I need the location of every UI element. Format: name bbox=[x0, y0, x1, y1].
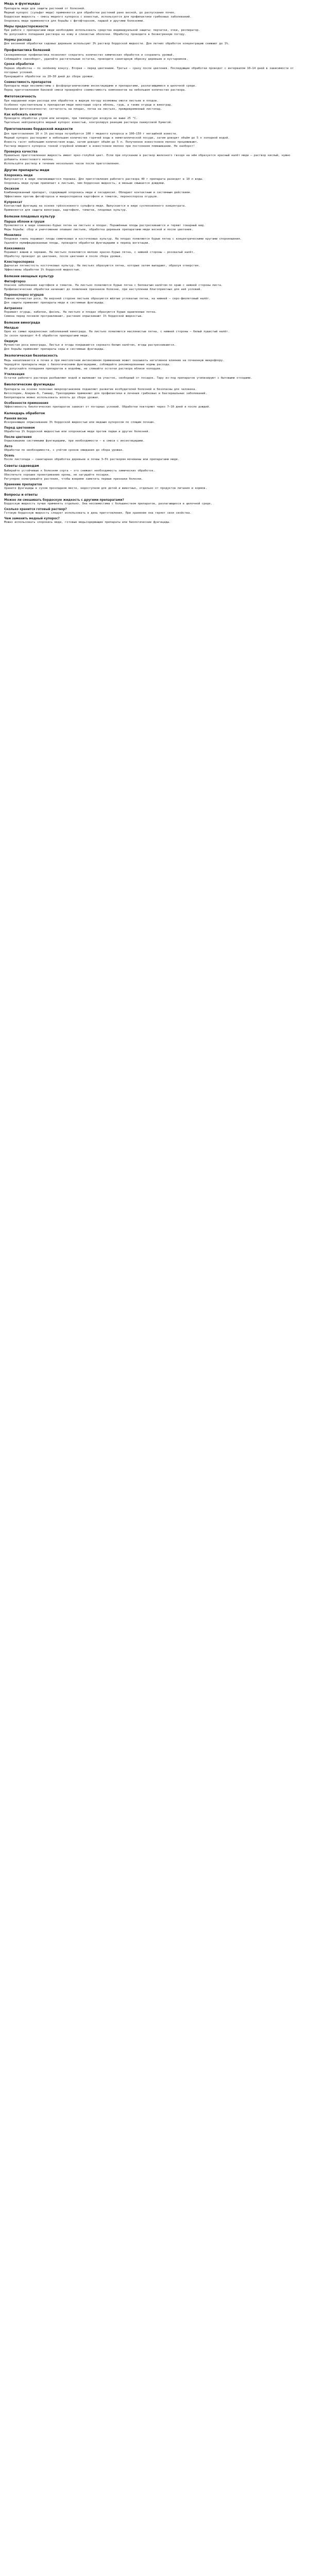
paragraph: Препараты меди несовместимы с фосфорорганическими инсектицидами и препаратами, разлагающимися в щелочной среде. bbox=[4, 84, 197, 88]
section bbox=[4, 464, 305, 491]
content-block bbox=[4, 38, 305, 46]
paragraph: При работе с препаратами меди необходимо использовать средства индивидуальной защиты: перчатки, очки, респиратор. bbox=[4, 28, 200, 32]
paragraph: Препараты меди для защиты растений от болезней. bbox=[4, 7, 86, 10]
block-title: Перед цветением bbox=[4, 426, 35, 430]
paragraph: Профилактические обработки начинают до появления признаков болезни, при наступлении благоприятных для неё условий. bbox=[4, 288, 202, 292]
block-title: Клястероспориоз bbox=[4, 261, 35, 264]
paragraph: Известь гасят небольшим количеством воды, затем доводят объём до 5 л. Полученное известковое молоко процеживают. bbox=[4, 140, 199, 144]
content-block bbox=[4, 99, 305, 112]
section bbox=[4, 127, 305, 166]
section bbox=[4, 48, 305, 93]
paragraph: Для борьбы применяют препараты серы и системные фунгициды. bbox=[4, 348, 105, 351]
section-title: Экологическая безопасность bbox=[4, 354, 58, 358]
content-block bbox=[4, 435, 305, 444]
content-block bbox=[4, 220, 305, 232]
block-title: Меры предосторожности bbox=[4, 25, 48, 28]
content-block bbox=[4, 359, 305, 371]
section-title: Советы садоводам bbox=[4, 464, 39, 468]
paragraph: Медный купорос растворяют в небольшом количестве горячей воды в неметаллической посуде, затем доводят объём до 5 л холодной водой. bbox=[4, 137, 230, 140]
paragraph: За сезон проводят 4–6 обработок препаратами меди. bbox=[4, 334, 90, 338]
block-title: Можно ли смешивать бордоскую жидкость с другими препаратами? bbox=[4, 498, 124, 502]
block-title: Монилиоз bbox=[4, 233, 22, 237]
section-title: Болезни овощных культур bbox=[4, 275, 54, 279]
section-title: Болезни винограда bbox=[4, 321, 40, 325]
block-title: Милдью bbox=[4, 327, 19, 330]
block-title: Оидиум bbox=[4, 340, 18, 344]
block-title: Проверка качества bbox=[4, 150, 38, 154]
content-block bbox=[4, 260, 305, 273]
block-title: Особенности применения bbox=[4, 401, 48, 405]
paragraph: Регулярно осматривайте растения, чтобы вовремя заметить первые признаки болезни. bbox=[4, 477, 143, 481]
section-title: Болезни плодовых культур bbox=[4, 214, 55, 218]
block-title: Лето bbox=[4, 445, 13, 448]
block-title: Утилизация bbox=[4, 372, 25, 376]
paragraph: Выпускается в виде смачивающегося порошка. Для приготовления рабочего раствора 40 г препарата разводят в 10 л воды. bbox=[4, 177, 204, 181]
paragraph: Обработки по необходимости, с учётом сроков ожидания до сбора урожая. bbox=[4, 449, 124, 452]
section bbox=[4, 275, 305, 319]
paragraph: Бордоская жидкость — смесь медного купороса с известью, используется для профилактики грибковых заболеваний. bbox=[4, 15, 192, 19]
paragraph: Искореняющее опрыскивание 3% бордоской жидкостью или медным купоросом по спящим почкам. bbox=[4, 420, 155, 424]
paragraph: Мучнистая роса винограда. Листья и ягоды покрываются серовато-белым налётом, ягоды растрескиваются. bbox=[4, 344, 176, 347]
paragraph: Одно из самых вредоносных заболеваний винограда. На листьях появляются маслянистые пятна, с нижней стороны — белый пушистый налёт. bbox=[4, 330, 230, 334]
section-title: Вопросы и ответы bbox=[4, 493, 38, 497]
paragraph: Эффективен против фитофтороза и макроспориоза картофеля и томатов, пероноспороза огурцов. bbox=[4, 195, 159, 198]
content-block bbox=[4, 187, 305, 199]
paragraph: Проявляется в виде оливково-бурых пятен на листьях и плодах. Поражённые плоды растрескиваются и теряют товарный вид. bbox=[4, 224, 205, 227]
content-block bbox=[4, 388, 305, 400]
block-title: После цветения bbox=[4, 435, 32, 439]
paragraph: Эффективны обработки 1% бордоской жидкостью. bbox=[4, 268, 81, 272]
content-block bbox=[4, 132, 305, 149]
block-title: Пероноспороз огурцов bbox=[4, 294, 44, 297]
content-block bbox=[4, 469, 305, 482]
paragraph: Раствор медного купороса тонкой струйкой вливают в известковое молоко при постоянном помешивании. Не наоборот! bbox=[4, 144, 195, 148]
section-title: Фитотоксичность bbox=[4, 94, 37, 98]
paragraph: Выбирайте устойчивые к болезням сорта — это снижает необходимость химических обработок. bbox=[4, 469, 155, 473]
content-block bbox=[4, 498, 305, 506]
paragraph: Дырчатая пятнистость косточковых культур. На листьях образуются пятна, которые затем выпадают, образуя отверстия. bbox=[4, 264, 200, 268]
paragraph: Особенно чувствительны к препаратам меди некоторые сорта яблонь, груш, а также огурцы и виноград. bbox=[4, 104, 173, 107]
paragraph: Не допускайте попадания раствора на кожу и слизистые оболочки. Обработку проводите в безветренную погоду. bbox=[4, 32, 186, 36]
content-block bbox=[4, 517, 305, 525]
content-block bbox=[4, 247, 305, 259]
paragraph: Опасное заболевание картофеля и томатов. На листьях появляются бурые пятна с беловатым налётом по краю с нижней стороны листа. bbox=[4, 284, 223, 287]
block-title: Чем заменить медный купорос? bbox=[4, 517, 60, 521]
section bbox=[4, 168, 305, 213]
section-title: Медь и фунгициды bbox=[4, 2, 40, 6]
content-block bbox=[4, 174, 305, 186]
block-title: Коккомикоз bbox=[4, 247, 25, 250]
section bbox=[4, 2, 305, 46]
paragraph: Для защиты применяют препараты меди и системные фунгициды. bbox=[4, 301, 105, 305]
paragraph: Удаляйте мумифицированные плоды, проводите обработки фунгицидами в период вегетации. bbox=[4, 242, 150, 245]
section-title: Календарь обработок bbox=[4, 411, 45, 415]
paragraph: Не допускайте попадания препаратов в водоёмы, не сливайте остатки раствора вблизи колодцев. bbox=[4, 367, 162, 370]
paragraph: Семена перед посевом протравливают, растения опрыскивают 1% бордоской жидкостью. bbox=[4, 315, 143, 318]
block-title: Нормы расхода bbox=[4, 38, 31, 42]
section bbox=[4, 493, 305, 525]
paragraph: Правильно приготовленная жидкость имеет ярко-голубой цвет. Если при опускании в раствор железного гвоздя на нём образуется красный налёт меди — раствор кислый, нужно добавить известкового молока. bbox=[4, 154, 290, 161]
content-block bbox=[4, 7, 305, 24]
block-title: Купроксат bbox=[4, 200, 23, 204]
section bbox=[4, 321, 305, 352]
content-block bbox=[4, 233, 305, 246]
paragraph: Ложная мучнистая роса. На верхней стороне листьев образуются жёлтые угловатые пятна, на нижней — серо-фиолетовый налёт. bbox=[4, 297, 211, 301]
paragraph: Фитоспорин, Алирин-Б, Гамаир, Триходермин применяют для профилактики и лечения грибковых и бактериальных заболеваний. bbox=[4, 392, 208, 395]
paragraph: Эффективность биологических препаратов зависит от погодных условий. Обработки повторяют через 7–10 дней и после дождей. bbox=[4, 405, 211, 409]
paragraph: Обработку проводят до цветения, после цветения и после сбора урожая. bbox=[4, 255, 123, 259]
content-block bbox=[4, 293, 305, 306]
content-block bbox=[4, 445, 305, 453]
paragraph: Первая обработка — по зелёному конусу. Вторая — перед цветением. Третья — сразу после цветения. Последующие обработки проводят с интервалом 10–14 дней в зависимости от погодных условий. bbox=[4, 66, 294, 74]
paragraph: Бордоскую жидкость лучше применять отдельно. Она несовместима с большинством препаратов, разлагающихся в щелочной среде. bbox=[4, 502, 213, 506]
content-block bbox=[4, 200, 305, 213]
block-title: Осень bbox=[4, 454, 14, 458]
paragraph: Тщательно нейтрализуйте медный купорос известью, контролируя реакцию раствора лакмусовой бумагой. bbox=[4, 121, 173, 125]
paragraph: Прекращайте обработки за 20–30 дней до сбора урожая. bbox=[4, 75, 95, 78]
paragraph: Поражает вишню и черешню. На листьях появляются мелкие красно-бурые пятна, с нижней стороны — розоватый налёт. bbox=[4, 251, 195, 255]
paragraph: Чередуйте препараты меди с биологическими фунгицидами, соблюдайте рекомендованные нормы расхода. bbox=[4, 363, 171, 366]
paragraph: Проводите обработки утром или вечером, при температуре воздуха не выше 25 °C. bbox=[4, 117, 138, 121]
section bbox=[4, 95, 305, 126]
paragraph: Признаки фитотоксичности: сетчатость на плодах, пятна на листьях, преждевременный листопад. bbox=[4, 108, 162, 111]
paragraph: Остатки рабочего раствора разбавляют водой и выливают на участок, свободный от посадок. Тару из-под препаратов утилизируют с бытовыми отходами. bbox=[4, 377, 252, 380]
paragraph: Меры борьбы: сбор и уничтожение опавших листьев, обработка деревьев препаратами меди весной и после цветения. bbox=[4, 228, 194, 231]
content-block bbox=[4, 280, 305, 292]
content-block bbox=[4, 454, 305, 462]
section bbox=[4, 354, 305, 381]
paragraph: Храните фунгициды в сухом прохладном месте, недоступном для детей и животных, отдельно от продуктов питания и кормов. bbox=[4, 487, 208, 490]
section-title: Приготовление бордоской жидкости bbox=[4, 127, 73, 131]
paragraph: После листопада — санитарная обработка деревьев и почвы 3–5% раствором мочевины или препаратами меди. bbox=[4, 458, 180, 462]
paragraph: Обеспечьте хорошее проветривание кроны, не загущайте посадки. bbox=[4, 473, 110, 477]
content-block bbox=[4, 417, 305, 425]
section bbox=[4, 215, 305, 273]
content-block bbox=[4, 372, 305, 381]
block-title: Совместимость препаратов bbox=[4, 80, 52, 84]
content-block bbox=[4, 62, 305, 79]
paragraph: Плодовая гниль поражает плоды семечковых и косточковых культур. На плодах появляются бурые пятна с концентрическими кругами спороношения. bbox=[4, 238, 242, 241]
paragraph: Опрыскивание системными фунгицидами, при необходимости — в смеси с инсектицидами. bbox=[4, 439, 145, 443]
block-title: Сроки обработки bbox=[4, 63, 34, 66]
section-title: Другие препараты меди bbox=[4, 168, 49, 172]
content-block bbox=[4, 150, 305, 166]
content-block bbox=[4, 340, 305, 352]
content-block bbox=[4, 326, 305, 338]
content-block bbox=[4, 113, 305, 125]
block-title: Оксихом bbox=[4, 187, 19, 191]
block-title: Сколько хранится готовый раствор? bbox=[4, 508, 67, 512]
content-block bbox=[4, 25, 305, 37]
paragraph: Обработка 1% бордоской жидкостью или хлорокисью меди против парши и других болезней. bbox=[4, 430, 150, 433]
paragraph: Хлорокись меди применяется для борьбы с фитофторозом, паршой и другими болезнями. bbox=[4, 19, 145, 23]
block-title: Хранение препаратов bbox=[4, 483, 42, 486]
paragraph: Применяется для защиты винограда, картофеля, томатов, плодовых культур. bbox=[4, 209, 128, 212]
paragraph: Контактный фунгицид на основе трёхосновного сульфата меди. Выпускается в виде суспензионного концентрата. bbox=[4, 205, 186, 208]
content-block bbox=[4, 507, 305, 516]
section-title: Профилактика болезней bbox=[4, 48, 50, 52]
paragraph: Используйте раствор в течение нескольких часов после приготовления. bbox=[4, 162, 121, 165]
paragraph: Перед приготовлением баковой смеси проверяйте совместимость компонентов на небольшом количестве раствора. bbox=[4, 88, 186, 92]
content-block bbox=[4, 483, 305, 491]
paragraph: Для приготовления 10 л 1% раствора потребуется 100 г медного купороса и 100–150 г негашёной извести. bbox=[4, 132, 178, 136]
paragraph: При нарушении норм расхода или обработке в жаркую погоду возможны ожоги листьев и плодов. bbox=[4, 99, 159, 103]
paragraph: Можно использовать хлорокись меди, готовые медьсодержащие препараты или биологические фунгициды. bbox=[4, 521, 171, 524]
paragraph: Медь накапливается в почве и при многолетнем интенсивном применении может оказывать негативное влияние на почвенную микрофлору. bbox=[4, 359, 225, 362]
content-block bbox=[4, 307, 305, 319]
paragraph: Для весенней обработки садовых деревьев используют 3% раствор бордоской жидкости. Для летних обработок концентрацию снижают до 1%. bbox=[4, 42, 230, 45]
section-title: Биологические фунгициды bbox=[4, 382, 55, 386]
paragraph: Препараты на основе полезных микроорганизмов подавляют развитие возбудителей болезней и безопасны для человека. bbox=[4, 387, 197, 391]
content-block bbox=[4, 426, 305, 434]
document bbox=[4, 2, 305, 2576]
paragraph: Медный купорос (сульфат меди) применяется для обработки растений рано весной, до распускания почек. bbox=[4, 11, 176, 14]
paragraph: Поражает огурцы, кабачки, фасоль. На листьях и плодах образуются бурые вдавленные пятна. bbox=[4, 311, 157, 314]
block-title: Как избежать ожогов bbox=[4, 113, 42, 117]
paragraph: Соблюдайте севооборот, удаляйте растительные остатки, проводите санитарную обрезку деревьев и кустарников. bbox=[4, 57, 188, 61]
section bbox=[4, 383, 305, 410]
content-block bbox=[4, 401, 305, 410]
block-title: Парша яблони и груши bbox=[4, 220, 45, 224]
block-title: Ранняя весна bbox=[4, 417, 27, 420]
paragraph: Биопрепараты можно использовать вплоть до сбора урожая. bbox=[4, 396, 100, 399]
block-title: Хлорокись меди bbox=[4, 174, 33, 177]
paragraph: Своевременная профилактика позволяет сократить количество химических обработок и сохранить урожай. bbox=[4, 53, 175, 57]
paragraph: Хлорокись меди лучше прилипает к листьям, чем бордоская жидкость, и меньше смывается дождями. bbox=[4, 181, 166, 185]
content-block bbox=[4, 80, 305, 93]
paragraph: Готовую бордоскую жидкость следует использовать в день приготовления. При хранении она теряет свои свойства. bbox=[4, 512, 192, 515]
section bbox=[4, 412, 305, 463]
paragraph: Комбинированный препарат, содержащий хлорокись меди и оксадиксил. Обладает контактным и системным действием. bbox=[4, 191, 192, 194]
block-title: Фитофтороз bbox=[4, 280, 26, 283]
content-block bbox=[4, 54, 305, 62]
block-title: Антракноз bbox=[4, 307, 23, 311]
